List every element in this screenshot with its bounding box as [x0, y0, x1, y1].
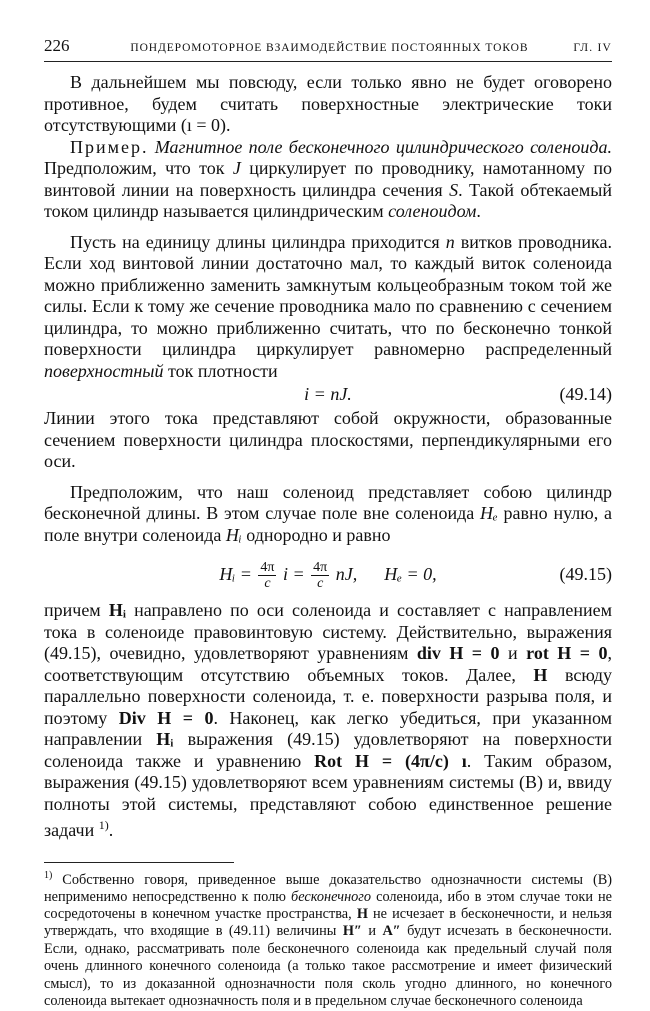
paragraph-solenoid-winding: Пусть на единицу длины цилиндра приходится n витков проводника. Если ход винтовой линии достаточно мал, то каждый виток соленоида можно приближенно заменить замкнутым кольцеобразным током той же силы. Если к тому же сечение проводника мало по сравнению с сечением цилиндра, то можно приближенно считать, что по бесконечно тонкой поверхности цилиндра циркулирует равномерно распределенный поверхностный ток плотности: [44, 231, 613, 381]
equation-number: (49.15): [559, 564, 612, 584]
page-header: [44, 36, 612, 62]
running-title: ПОНДЕРОМОТОРНОЕ ВЗАИМОДЕЙСТВИЕ ПОСТОЯННЫХ ТОКОВ: [130, 42, 529, 54]
fraction: $\frac{4\pi}{c}$: [260, 560, 275, 592]
footnote-reference[interactable]: 1): [98, 818, 109, 832]
paragraph-infinite-solenoid: Предположим, что наш соленоид представляет собою цилиндр бесконечной длины. В этом случае поле вне соленоида Hₑ равно нулю, а поле внутри соленоида Hᵢ однородно и равно: [44, 481, 613, 545]
page-number: 226: [44, 36, 70, 55]
example-title: Магнитное поле бесконечного цилиндрического соленоида.: [154, 136, 612, 157]
paragraph-example: Пример. Магнитное поле бесконечного цилиндрического соленоида. Предположим, что ток J циркулирует по проводнику, намотанному по винтовой линии на поверхность цилиндра сечения S. Такой обтекаемый током цилиндр называется цилиндрическим соленоидом.: [44, 136, 613, 221]
chapter-label: ГЛ. IV: [573, 42, 612, 54]
equation-49-14: i = nJ. (49.14): [304, 384, 612, 404]
footnote: $^{1)}$ Собственно говоря, приведенное выше доказательство однозначности системы (В) неприменимо непосредственно к полю бесконечного соленоида, ибо в этом случае токи не сосредоточены в конечном участке пространства, H не исчезает в бесконечности, и нельзя утверждать, что входящие в (49.11) величины H″ и A″ будут исчезать в бесконечности. Если, однако, рассматривать поле бесконечного соленоида как предельный случай поля очень длинного конечного соленоида (а только такое рассмотрение и имеет физический смысл), то из доказанной однозначности поля сколь угодно длинного, но конечного соленоида вытекает однозначность поля и в предельном случае бесконечного соленоида: [44, 869, 613, 1010]
example-lead: Пример.: [70, 136, 149, 157]
footnote-mark: 1): [44, 869, 53, 881]
paragraph-field-direction: причем Hᵢ направлено по оси соленоида и составляет с направлением тока в соленоиде правовинтовую систему. Действительно, выражения (49.15), очевидно, удовлетворяют уравнениям div H = 0 и rot H = 0, соответствующим отсутствию объемных токов. Далее, H всюду параллельно поверхности соленоида, т. е. поверхности разрыва поля, и поэтому Div H = 0. Наконец, как легко убедиться, при указанном направлении Hᵢ выражения (49.15) удовлетворяют на поверхности соленоида также и уравнению Rot H = (4π/c) ı. Таким образом, выражения (49.15) удовлетворяют всем уравнениям системы (В) и, ввиду полноты этой системы, представляют собою единственное решение задачи $^{1)}$.: [44, 600, 613, 840]
fraction: $\frac{4\pi}{c}$: [313, 560, 328, 592]
equation-49-15: Hᵢ = $\frac{4\pi}{c}$ i = $\frac{4\pi}{c}$ nJ, Hₑ = 0, (49.15): [44, 552, 612, 596]
book-page: [44, 36, 612, 1011]
paragraph-current-lines: Линии этого тока представляют собой окружности, образованные сечением поверхности цилиндра плоскостями, перпендикулярными его оси.: [44, 408, 612, 471]
equation-number: (49.14): [559, 384, 612, 404]
footnote-divider: [44, 862, 234, 863]
paragraph-surface-currents: В дальнейшем мы повсюду, если только явно не будет оговорено противное, будем считать поверхностные электрические токи отсутствующими (ı = 0).: [44, 72, 612, 135]
